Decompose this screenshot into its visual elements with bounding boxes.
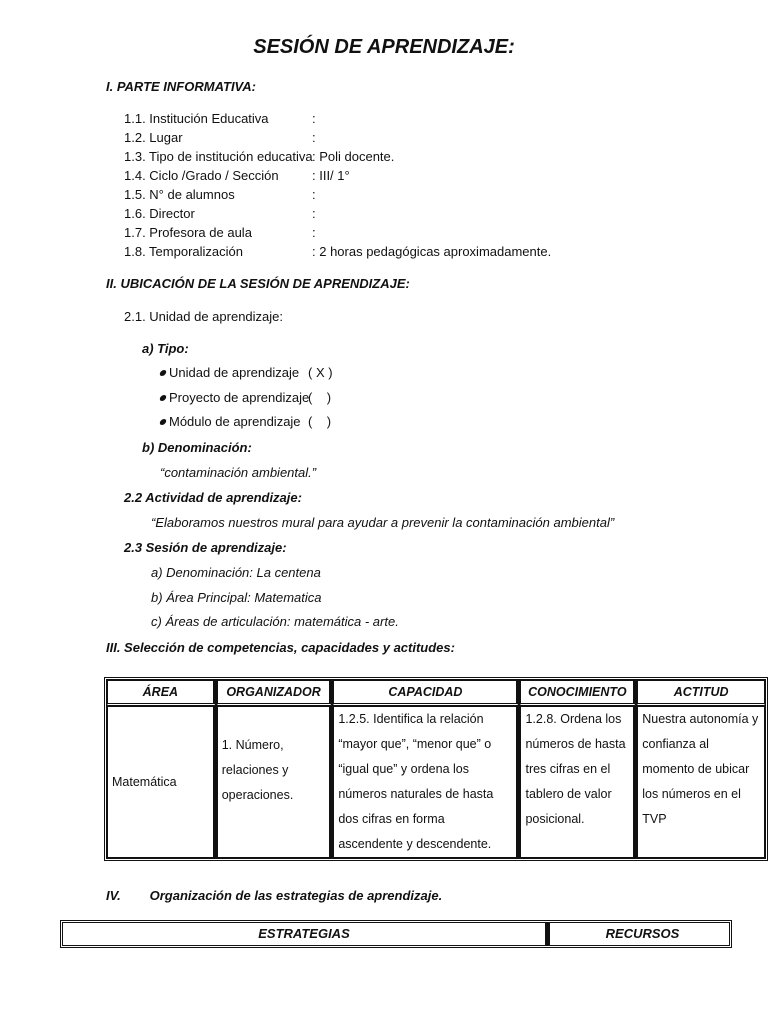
section-2-heading: II. UBICACIÓN DE LA SESIÓN DE APRENDIZAJE:	[106, 276, 410, 291]
table-header-row	[107, 680, 765, 706]
tipo-item	[160, 414, 332, 429]
header-capacidad: CAPACIDAD	[333, 680, 520, 706]
cell-conocimiento: 1.2.8. Ordena los números de hasta tres cifras en el tablero de valor posicional.	[520, 706, 637, 858]
sesion-item: c) Áreas de articulación: matemática - arte.	[151, 614, 399, 629]
info-value: : 2 horas pedagógicas aproximadamente.	[312, 244, 552, 259]
tipo-item-mark: ( )	[308, 414, 332, 429]
info-label: 1.2. Lugar	[124, 130, 183, 145]
info-value: :	[312, 206, 316, 221]
info-value: :	[312, 187, 316, 202]
section-3-heading: III. Selección de competencias, capacidades y actitudes:	[106, 640, 455, 655]
denominacion-heading: b) Denominación:	[142, 440, 252, 455]
section-1-heading: I. PARTE INFORMATIVA:	[106, 79, 256, 94]
tipo-item	[160, 390, 332, 405]
tipo-item-label: Unidad de aprendizaje	[169, 365, 300, 380]
info-label: 1.6. Director	[124, 206, 195, 221]
tipo-item	[160, 365, 333, 380]
unit-label: 2.1. Unidad de aprendizaje:	[124, 309, 284, 324]
header-actitud: ACTITUD	[637, 680, 765, 706]
sesion-item: a) Denominación: La centena	[151, 565, 321, 580]
header-organizador: ORGANIZADOR	[217, 680, 334, 706]
page-title: SESIÓN DE APRENDIZAJE:	[253, 36, 515, 58]
header-area: ÁREA	[107, 680, 217, 706]
tipo-item-mark: ( )	[308, 390, 332, 405]
competencias-table	[104, 677, 768, 861]
section-4-heading: IV. Organización de las estrategias de aprendizaje.	[106, 888, 443, 903]
table-row	[107, 706, 765, 858]
cell-area: Matemática	[107, 706, 217, 858]
tipo-item-mark: ( X )	[308, 365, 333, 380]
actividad-text: “Elaboramos nuestros mural para ayudar a prevenir la contaminación ambiental”	[151, 515, 615, 530]
header-recursos: RECURSOS	[549, 923, 729, 945]
info-label: 1.1. Institución Educativa	[124, 111, 269, 126]
header-estrategias: ESTRATEGIAS	[63, 923, 549, 945]
info-label: 1.5. N° de alumnos	[124, 187, 235, 202]
bullet-icon	[159, 395, 167, 401]
info-value: : Poli docente.	[312, 149, 395, 164]
info-value: : III/ 1°	[312, 168, 350, 183]
info-value: :	[312, 111, 316, 126]
info-label: 1.4. Ciclo /Grado / Sección	[124, 168, 279, 183]
info-value: :	[312, 225, 316, 240]
tipo-item-label: Proyecto de aprendizaje	[169, 390, 310, 405]
denominacion-text: “contaminación ambiental.”	[160, 465, 317, 480]
cell-capacidad: 1.2.5. Identifica la relación “mayor que”, “menor que” o “igual que” y ordena los números naturales de hasta dos cifras en forma ascendente y descendente.	[333, 706, 520, 858]
cell-actitud: Nuestra autonomía y confianza al momento de ubicar los números en el TVP	[637, 706, 765, 858]
cell-organizador: 1. Número, relaciones y operaciones.	[217, 706, 334, 858]
actividad-heading: 2.2 Actividad de aprendizaje:	[124, 490, 302, 505]
sesion-heading: 2.3 Sesión de aprendizaje:	[124, 540, 287, 555]
tipo-item-label: Módulo de aprendizaje	[169, 414, 301, 429]
info-value: :	[312, 130, 316, 145]
tipo-heading: a) Tipo:	[142, 341, 189, 356]
info-label: 1.8. Temporalización	[124, 244, 243, 259]
header-conocimiento: CONOCIMIENTO	[520, 680, 637, 706]
sesion-item: b) Área Principal: Matematica	[151, 590, 322, 605]
bullet-icon	[159, 370, 167, 376]
info-label: 1.7. Profesora de aula	[124, 225, 252, 240]
info-label: 1.3. Tipo de institución educativa	[124, 149, 313, 164]
bullet-icon	[159, 419, 167, 425]
estrategias-table-header	[60, 920, 732, 948]
